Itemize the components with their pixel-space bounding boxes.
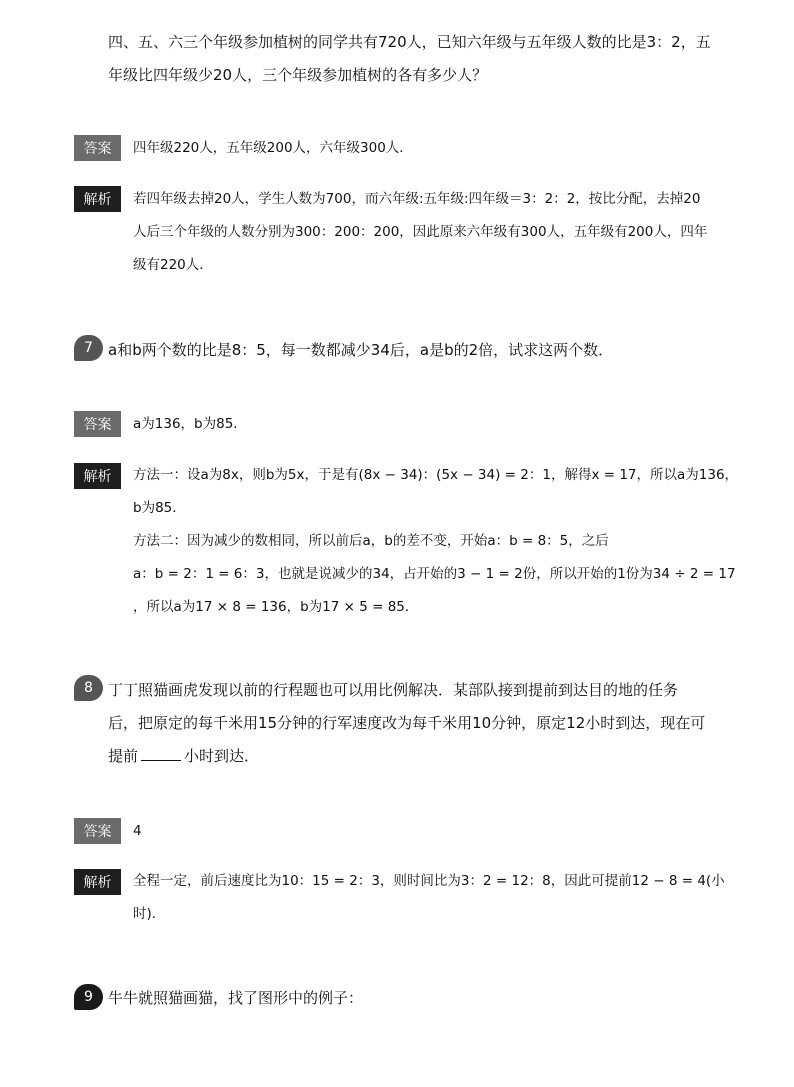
problem8-analysis (133, 865, 725, 931)
problem6-analysis (133, 183, 713, 282)
problem7-analysis-line3: 方法二：因为减少的数相同，所以前后a，b的差不变，开始a：b = 8：5，之后 (133, 533, 609, 549)
answer-tag: 答案 (74, 135, 121, 161)
problem7-analysis (133, 459, 739, 624)
problem6-question (108, 26, 723, 92)
problem7-analysis-line1: 方法一：设a为8x，则b为5x，于是有(8x − 34)：(5x − 34) = 2：1，解得x = 17，所以a为136， (133, 467, 739, 483)
problem8-line3-before: 提前 (108, 747, 139, 765)
problem8-analysis-line1: 全程一定，前后速度比为10：15 = 2：3，则时间比为3：2 = 12：8，因此可提前12 − 8 = 4(小 (133, 873, 725, 889)
answer-blank (141, 746, 181, 761)
problem6-answer: 四年级220人，五年级200人，六年级300人． (133, 140, 413, 156)
problem7-line1: a和b两个数的比是8：5，每一数都减少34后，a是b的2倍，试求这两个数． (108, 341, 614, 359)
question-number-badge: 8 (74, 675, 103, 701)
problem8-line3-after: 小时到达． (184, 747, 260, 765)
problem6-line2: 年级比四年级少20人，三个年级参加植树的各有多少人？ (108, 66, 488, 84)
problem7-answer: a为136，b为85． (133, 416, 247, 432)
question-number-badge: 7 (74, 335, 103, 361)
problem8-answer: 4 (133, 823, 142, 839)
problem7-analysis-line2: b为85． (133, 500, 186, 516)
analysis-tag: 解析 (74, 186, 121, 212)
problem8-question (108, 674, 723, 773)
problem8-analysis-line2: 时)． (133, 906, 166, 922)
problem6-line1: 四、五、六三个年级参加植树的同学共有720人，已知六年级与五年级人数的比是3：2，五 (108, 33, 711, 51)
problem7-analysis-line5: ，所以a为17 × 8 = 136，b为17 × 5 = 85． (133, 599, 419, 615)
analysis-tag: 解析 (74, 869, 121, 895)
problem7-question (108, 334, 723, 367)
problem7-analysis-line4: a：b = 2：1 = 6：3，也就是说减少的34，占开始的3 − 1 = 2份，所以开始的1份为34 ÷ 2 = 17 (133, 566, 736, 582)
problem6-analysis-line2: 人后三个年级的人数分别为300：200：200，因此原来六年级有300人，五年级有200人，四年 (133, 224, 708, 240)
answer-tag: 答案 (74, 411, 121, 437)
analysis-tag: 解析 (74, 463, 121, 489)
problem6-analysis-line1: 若四年级去掉20人，学生人数为700，而六年级:五年级:四年级＝3：2：2，按比分配，去掉20 (133, 191, 701, 207)
problem8-line3 (108, 740, 723, 773)
problem6-analysis-line3: 级有220人． (133, 257, 213, 273)
problem9-line1: 牛牛就照猫画猫，找了图形中的例子： (108, 989, 364, 1007)
answer-tag: 答案 (74, 818, 121, 844)
question-number-badge: 9 (74, 984, 103, 1010)
problem8-line1: 丁丁照猫画虎发现以前的行程题也可以用比例解决．某部队接到提前到达目的地的任务 (108, 681, 679, 699)
problem8-line2: 后，把原定的每千米用15分钟的行军速度改为每千米用10分钟，原定12小时到达，现在可 (108, 714, 706, 732)
problem9-question (108, 982, 723, 1015)
